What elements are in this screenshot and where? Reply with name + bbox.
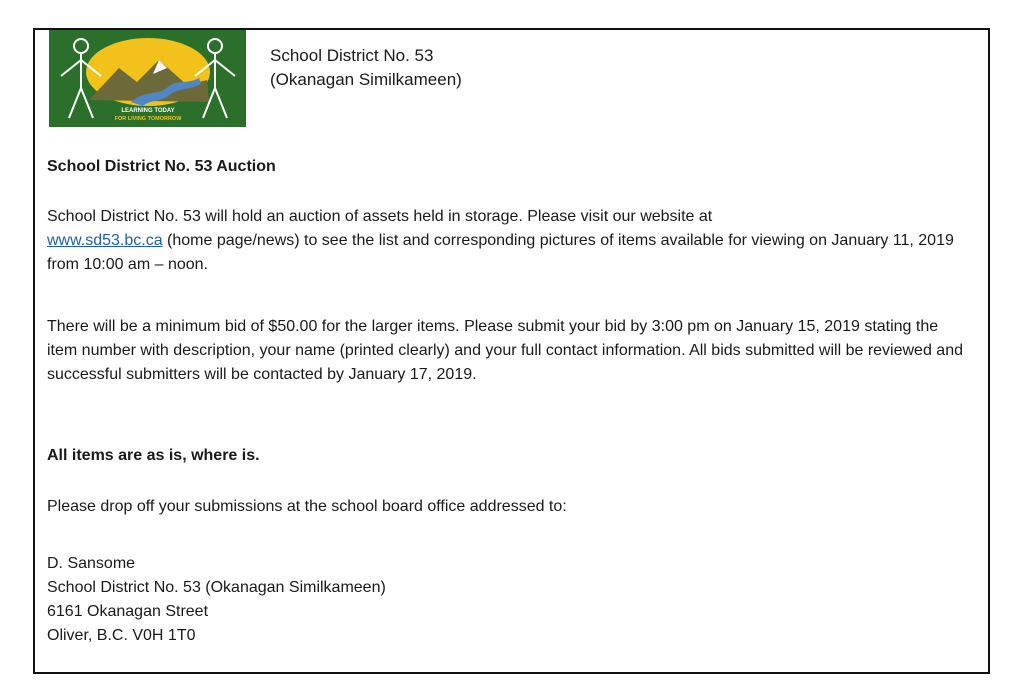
as-is-notice: All items are as is, where is. [47,447,260,464]
address-city: Oliver, B.C. V0H 1T0 [47,627,196,644]
intro-text: School District No. 53 will hold an auction of assets held in storage. Please visit our website at [47,208,713,225]
address-name: D. Sansome [47,555,136,572]
address-org: School District No. 53 (Okanagan Similkameen) [47,579,386,596]
district-name-block [270,44,462,92]
logo-motto-line2: FOR LIVING TOMORROW [114,116,182,122]
logo-motto-line1: LEARNING TODAY [121,108,175,114]
intro-text-continued: (home page/news) to see the list and corresponding pictures of items available for viewing on January 11, 2019 from 10:00 am – noon. [47,232,954,273]
address-street: 6161 Okanagan Street [47,603,209,620]
website-link[interactable]: www.sd53.bc.ca [47,232,163,249]
page-title: School District No. 53 Auction [47,158,276,175]
logo-graphic [49,30,246,127]
district-logo [49,30,246,127]
dropoff-instructions: Please drop off your submissions at the school board office addressed to: [47,498,567,515]
district-name: School District No. 53 [270,46,434,65]
intro-paragraph [47,205,967,277]
bid-details-paragraph: There will be a minimum bid of $50.00 for the larger items. Please submit your bid by 3:00 pm on January 15, 2019 stating the item number with description, your name (printed clearly) and your full contact information. All bids submitted will be reviewed and successful submitters will be contacted by January 17, 2019. [47,318,963,383]
notice-document [33,28,990,674]
district-region: (Okanagan Similkameen) [270,70,462,89]
mailing-address [47,552,386,648]
